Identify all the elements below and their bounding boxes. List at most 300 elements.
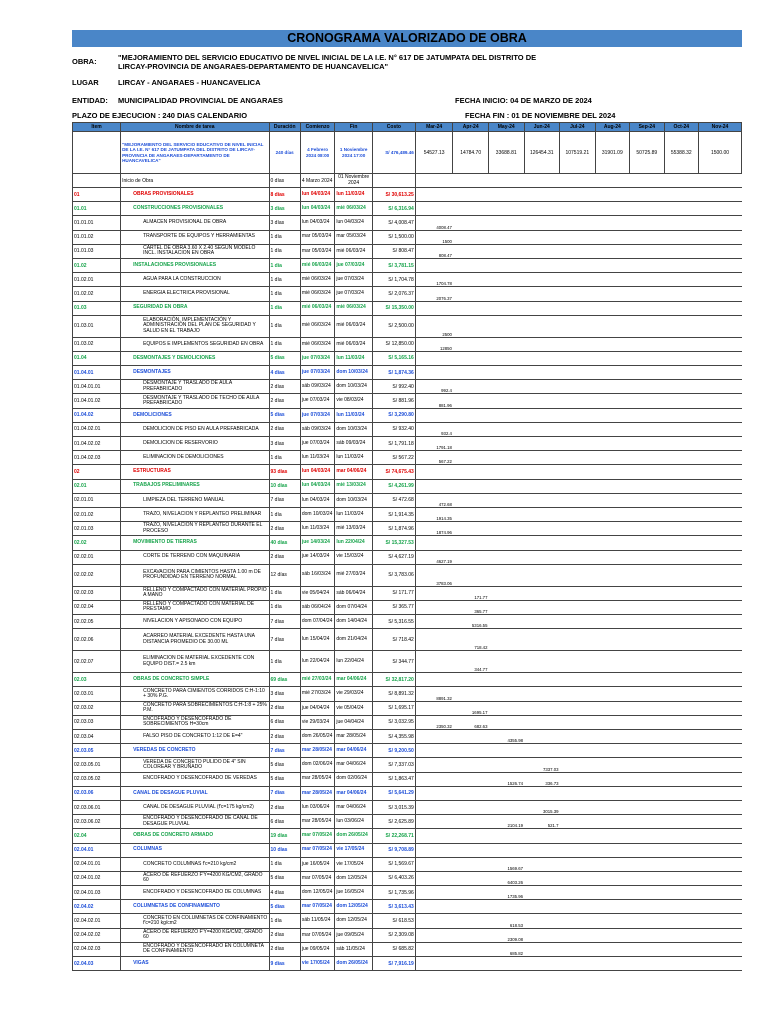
task-end: jue 16/05/24 [335, 886, 373, 900]
month-value: 682.63 [453, 715, 489, 729]
task-row [73, 244, 742, 258]
month-cell [453, 188, 489, 202]
month-cell [699, 564, 742, 586]
task-item: 02.02.03 [73, 586, 121, 600]
month-cell [488, 586, 524, 600]
task-name: DEMOLICION DE PISO EN AULA PREFABRICADA [121, 422, 269, 436]
month-value: 1500 [415, 230, 453, 244]
task-duration: 7 días [269, 744, 300, 758]
task-item: 02.01.01 [73, 493, 121, 507]
month-cell [595, 815, 629, 829]
task-row [73, 772, 742, 786]
month-value: 5316.55 [453, 615, 489, 629]
month-cell [664, 744, 698, 758]
task-row [73, 216, 742, 230]
month-cell [453, 216, 489, 230]
column-header: Apr-24 [453, 123, 489, 132]
column-header: Oct-24 [664, 123, 698, 132]
task-item: 01.04.02.02 [73, 437, 121, 451]
month-cell [595, 394, 629, 408]
month-cell [488, 465, 524, 479]
task-cost: S/ 15,327.53 [372, 536, 415, 550]
task-end: mar 04/06/24 [335, 786, 373, 800]
month-cell [415, 651, 453, 673]
task-start: lun 11/03/24 [300, 451, 334, 465]
month-cell [699, 337, 742, 351]
month-cell [595, 380, 629, 394]
task-name: DESMONTAJES [121, 366, 269, 380]
month-cell [524, 900, 560, 914]
task-duration: 5 días [269, 871, 300, 885]
month-cell [560, 786, 596, 800]
document-title: CRONOGRAMA VALORIZADO DE OBRA [72, 30, 742, 47]
month-cell [630, 651, 664, 673]
month-cell [595, 600, 629, 614]
month-cell [524, 380, 560, 394]
task-start: lun 04/03/24 [300, 216, 334, 230]
task-start: mié 27/03/24 [300, 673, 334, 687]
obra-label: OBRA: [72, 57, 97, 66]
task-cost: S/ 3,290.80 [372, 408, 415, 422]
task-name: VIGAS [121, 957, 269, 971]
month-cell [699, 301, 742, 315]
month-cell [524, 273, 560, 287]
month-cell [664, 673, 698, 687]
month-cell [699, 479, 742, 493]
month-cell [699, 843, 742, 857]
task-name: ACERO DE REFUERZO F'Y=4200 KG/CM2, GRADO 60 [121, 871, 269, 885]
task-item: 02.02.05 [73, 615, 121, 629]
month-cell [699, 586, 742, 600]
month-cell [560, 394, 596, 408]
month-cell [524, 564, 560, 586]
month-cell [524, 408, 560, 422]
month-cell [699, 258, 742, 272]
month-cell [453, 673, 489, 687]
month-cell [453, 957, 489, 971]
month-cell [630, 451, 664, 465]
month-cell [415, 942, 453, 956]
task-end: sáb 11/05/24 [335, 942, 373, 956]
month-cell [664, 315, 698, 337]
task-duration: 1 día [269, 230, 300, 244]
task-item: 02.04 [73, 829, 121, 843]
task-row [73, 730, 742, 744]
month-cell [415, 536, 453, 550]
month-cell [524, 315, 560, 337]
month-cell [415, 408, 453, 422]
task-cost: S/ 22,268.71 [372, 829, 415, 843]
month-cell [560, 900, 596, 914]
task-name: ENCOFRADO Y DESENCOFRADO DE CANAL DE DESAGUE PLUVIAL [121, 815, 269, 829]
month-cell [595, 615, 629, 629]
task-cost: S/ 2,500.00 [372, 315, 415, 337]
project-name: "MEJORAMIENTO DEL SERVICIO EDUCATIVO DE NIVEL INICIAL DE LA I.E. N° 617 DE JATUMPATA DEL DISTRITO DE LIRCAY-PROVINCIA DE ANGARAES-DEPARTAMENTO DE HUANCAVELICA" [121, 132, 269, 174]
month-cell [524, 914, 560, 928]
month-cell [630, 586, 664, 600]
month-cell [664, 479, 698, 493]
task-row [73, 701, 742, 715]
month-cell [415, 758, 453, 772]
task-duration: 5 días [269, 758, 300, 772]
task-cost: S/ 32,817.20 [372, 673, 415, 687]
summary-row [73, 786, 742, 800]
month-cell [524, 942, 560, 956]
summary-row [73, 673, 742, 687]
month-cell [630, 758, 664, 772]
month-cell [524, 493, 560, 507]
month-cell [453, 451, 489, 465]
task-end: vie 29/03/24 [335, 687, 373, 701]
task-end: mié 13/03/24 [335, 479, 373, 493]
task-duration: 8 días [269, 188, 300, 202]
month-cell [595, 522, 629, 536]
month-cell [664, 701, 698, 715]
task-name: INSTALACIONES PROVISIONALES [121, 258, 269, 272]
task-item: 02.02.02 [73, 564, 121, 586]
month-cell [415, 615, 453, 629]
task-name: LIMPIEZA DEL TERRENO MANUAL [121, 493, 269, 507]
month-cell [415, 258, 453, 272]
task-start: vie 05/04/24 [300, 586, 334, 600]
month-cell [488, 422, 524, 436]
month-cell [560, 408, 596, 422]
month-cell [488, 744, 524, 758]
start-row-end: 01 Noviembre 2024 [335, 174, 373, 188]
month-value: 472.68 [415, 493, 453, 507]
month-cell [560, 422, 596, 436]
month-cell [560, 673, 596, 687]
month-cell [664, 244, 698, 258]
month-cell [664, 651, 698, 673]
task-end: vie 15/03/24 [335, 550, 373, 564]
month-cell [595, 536, 629, 550]
task-cost: S/ 808.47 [372, 244, 415, 258]
task-start: jue 07/03/24 [300, 437, 334, 451]
task-duration: 1 día [269, 337, 300, 351]
task-cost: S/ 7,337.03 [372, 758, 415, 772]
month-cell [595, 914, 629, 928]
month-cell [488, 715, 524, 729]
month-cell [630, 337, 664, 351]
task-row [73, 451, 742, 465]
month-cell [453, 230, 489, 244]
task-cost: S/ 8,891.32 [372, 687, 415, 701]
task-start: mar 28/05/24 [300, 786, 334, 800]
month-value: 567.22 [415, 451, 453, 465]
task-start: lun 11/03/24 [300, 522, 334, 536]
month-cell [453, 437, 489, 451]
month-cell [560, 287, 596, 301]
task-start: jue 14/03/24 [300, 550, 334, 564]
task-row [73, 815, 742, 829]
task-name: ESTRUCTURAS [121, 465, 269, 479]
task-start: sáb 06/04/24 [300, 600, 334, 614]
month-cell [453, 273, 489, 287]
month-cell [699, 886, 742, 900]
month-cell [560, 366, 596, 380]
task-item: 02.03.05.02 [73, 772, 121, 786]
month-cell [595, 451, 629, 465]
month-cell [415, 673, 453, 687]
task-duration: 40 días [269, 536, 300, 550]
task-end: sáb 09/03/24 [335, 437, 373, 451]
month-cell [415, 366, 453, 380]
month-cell [699, 900, 742, 914]
task-end: mar 04/06/24 [335, 744, 373, 758]
month-cell [488, 394, 524, 408]
month-cell [699, 687, 742, 701]
summary-row [73, 258, 742, 272]
month-cell [595, 586, 629, 600]
month-cell [524, 230, 560, 244]
month-cell [560, 479, 596, 493]
task-cost: S/ 4,008.47 [372, 216, 415, 230]
month-cell [630, 273, 664, 287]
month-value: 1569.67 [488, 857, 524, 871]
month-cell [453, 244, 489, 258]
month-cell [630, 914, 664, 928]
task-item: 01.01 [73, 202, 121, 216]
month-cell [664, 202, 698, 216]
task-end: dom 21/04/24 [335, 629, 373, 651]
task-cost: S/ 7,916.19 [372, 957, 415, 971]
month-cell [560, 216, 596, 230]
month-cell [524, 857, 560, 871]
month-cell [630, 701, 664, 715]
month-cell [630, 687, 664, 701]
month-cell [560, 188, 596, 202]
month-cell [415, 815, 453, 829]
task-row [73, 437, 742, 451]
month-cell [595, 287, 629, 301]
task-duration: 7 días [269, 629, 300, 651]
month-cell [453, 564, 489, 586]
task-cost: S/ 992.40 [372, 380, 415, 394]
task-start: mié 06/03/24 [300, 315, 334, 337]
task-item: 01.01.03 [73, 244, 121, 258]
month-cell [453, 337, 489, 351]
task-row [73, 273, 742, 287]
task-duration: 1 día [269, 315, 300, 337]
table-header-row [73, 123, 742, 132]
task-start: dom 07/04/24 [300, 615, 334, 629]
month-cell [453, 536, 489, 550]
task-end: dom 12/05/24 [335, 900, 373, 914]
month-value: 365.77 [453, 600, 489, 614]
month-cell [664, 287, 698, 301]
task-duration: 2 días [269, 730, 300, 744]
month-cell [664, 564, 698, 586]
task-name: ENERGIA ELECTRICA PROVISIONAL [121, 287, 269, 301]
task-row [73, 287, 742, 301]
month-cell [664, 536, 698, 550]
project-month-total: 14784.70 [453, 132, 489, 174]
month-cell [630, 857, 664, 871]
month-cell [560, 258, 596, 272]
month-cell [488, 564, 524, 586]
column-header: Nombre de tarea [121, 123, 269, 132]
month-value: 4008.47 [415, 216, 453, 230]
task-start: jue 04/04/24 [300, 701, 334, 715]
month-cell [664, 857, 698, 871]
month-cell [699, 857, 742, 871]
task-name: CONCRETO PARA CIMIENTOS CORRIDOS C:H-1:10 + 30% P.G. [121, 687, 269, 701]
summary-row [73, 479, 742, 493]
month-cell [630, 493, 664, 507]
task-cost: S/ 3,015.39 [372, 800, 415, 814]
month-value: 2350.32 [415, 715, 453, 729]
task-start: vie 17/05/24 [300, 957, 334, 971]
task-duration: 5 días [269, 351, 300, 365]
task-duration: 2 días [269, 800, 300, 814]
task-start: lun 15/04/24 [300, 629, 334, 651]
task-name: CANAL DE DESAGUE PLUVIAL (f'c=175 kg/cm2) [121, 800, 269, 814]
month-cell [415, 772, 453, 786]
month-cell [699, 928, 742, 942]
month-cell [524, 188, 560, 202]
month-cell [664, 493, 698, 507]
month-cell [524, 786, 560, 800]
month-cell [524, 244, 560, 258]
month-cell [630, 550, 664, 564]
task-end: mar 04/06/24 [335, 758, 373, 772]
task-duration: 1 día [269, 651, 300, 673]
month-cell [630, 188, 664, 202]
month-cell [595, 493, 629, 507]
month-value: 2104.19 [488, 815, 524, 829]
month-cell [488, 536, 524, 550]
month-value: 1526.74 [488, 772, 524, 786]
month-cell [699, 465, 742, 479]
task-row [73, 522, 742, 536]
month-value: 4627.19 [415, 550, 453, 564]
month-cell [524, 287, 560, 301]
month-cell [630, 815, 664, 829]
task-end: lun 11/03/24 [335, 188, 373, 202]
month-value: 3015.39 [524, 800, 560, 814]
month-cell [415, 202, 453, 216]
month-cell [524, 202, 560, 216]
task-cost: S/ 1,863.47 [372, 772, 415, 786]
task-start: mié 06/03/24 [300, 287, 334, 301]
month-cell [630, 564, 664, 586]
month-cell [524, 465, 560, 479]
task-end: jue 07/03/24 [335, 287, 373, 301]
task-cost: S/ 365.77 [372, 600, 415, 614]
project-month-total: 107519.21 [560, 132, 596, 174]
month-value: 992.4 [415, 380, 453, 394]
month-cell [664, 800, 698, 814]
task-item: 01.04.01.02 [73, 394, 121, 408]
task-start: jue 09/05/24 [300, 942, 334, 956]
month-cell [664, 786, 698, 800]
month-cell [488, 301, 524, 315]
month-cell [524, 687, 560, 701]
task-item: 01.03.02 [73, 337, 121, 351]
month-cell [595, 900, 629, 914]
month-cell [630, 829, 664, 843]
month-cell [595, 744, 629, 758]
month-cell [595, 715, 629, 729]
month-cell [453, 422, 489, 436]
month-value: 171.77 [453, 586, 489, 600]
month-cell [560, 351, 596, 365]
task-cost: S/ 171.77 [372, 586, 415, 600]
month-cell [595, 408, 629, 422]
month-cell [595, 437, 629, 451]
task-item: 02.04.01.03 [73, 886, 121, 900]
task-end: vie 17/05/24 [335, 843, 373, 857]
task-cost: S/ 1,695.17 [372, 701, 415, 715]
task-start: mar 07/05/24 [300, 829, 334, 843]
month-cell [664, 730, 698, 744]
task-item: 02.04.02 [73, 900, 121, 914]
summary-row [73, 744, 742, 758]
task-end: jue 04/04/24 [335, 715, 373, 729]
month-cell [453, 394, 489, 408]
fecha-inicio: FECHA INICIO: 04 DE MARZO DE 2024 [455, 96, 592, 105]
month-cell [630, 216, 664, 230]
task-start: mar 07/05/24 [300, 900, 334, 914]
project-month-total: 31901.09 [595, 132, 629, 174]
month-cell [699, 493, 742, 507]
month-cell [699, 287, 742, 301]
task-start: lun 22/04/24 [300, 651, 334, 673]
task-item: 02.03.01 [73, 687, 121, 701]
task-name: OBRAS DE CONCRETO SIMPLE [121, 673, 269, 687]
task-end: jue 07/03/24 [335, 258, 373, 272]
month-cell [560, 730, 596, 744]
project-month-total: 126454.31 [524, 132, 560, 174]
month-cell [524, 394, 560, 408]
task-item: 02.04.03 [73, 957, 121, 971]
task-item: 02.03.06.02 [73, 815, 121, 829]
month-cell [524, 701, 560, 715]
task-name: OBRAS DE CONCRETO ARMADO [121, 829, 269, 843]
task-start: dom 02/06/24 [300, 758, 334, 772]
month-cell [453, 380, 489, 394]
month-cell [630, 202, 664, 216]
month-value: 685.82 [488, 942, 524, 956]
task-end: lun 11/03/24 [335, 408, 373, 422]
month-cell [488, 479, 524, 493]
month-cell [595, 843, 629, 857]
month-cell [699, 351, 742, 365]
month-cell [699, 701, 742, 715]
task-row [73, 942, 742, 956]
start-row-duration: 0 días [269, 174, 300, 188]
month-cell [524, 216, 560, 230]
project-item [73, 132, 121, 174]
month-cell [560, 230, 596, 244]
task-cost: S/ 3,783.06 [372, 564, 415, 586]
task-row [73, 315, 742, 337]
month-cell [595, 957, 629, 971]
month-cell [699, 615, 742, 629]
task-name: CONCRETO COLUMNAS f'c=210 kg/cm2 [121, 857, 269, 871]
task-start: mar 28/05/24 [300, 772, 334, 786]
month-cell [453, 408, 489, 422]
month-cell [560, 244, 596, 258]
month-cell [664, 216, 698, 230]
month-cell [524, 744, 560, 758]
month-cell [664, 273, 698, 287]
month-cell [524, 715, 560, 729]
month-cell [630, 422, 664, 436]
month-cell [630, 600, 664, 614]
task-end: dom 10/03/24 [335, 366, 373, 380]
